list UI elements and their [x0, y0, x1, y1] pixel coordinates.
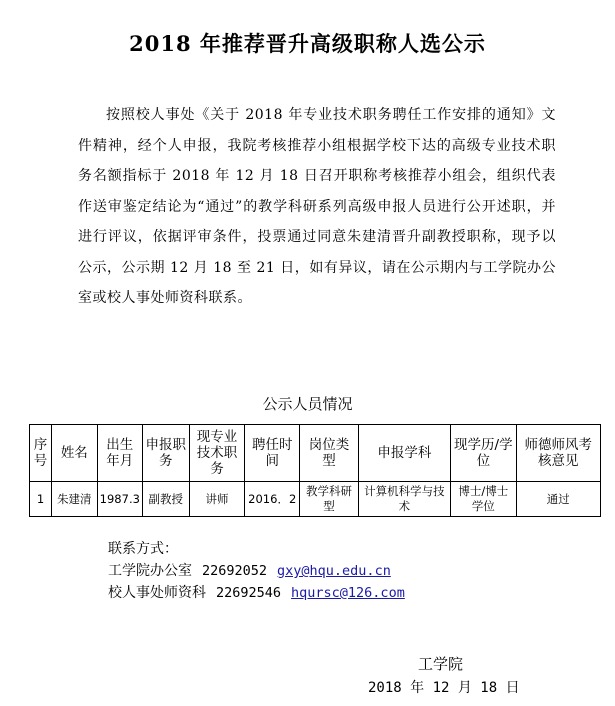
contact-phone: 22692052 [202, 563, 268, 579]
cell-name: 朱建清 [51, 482, 97, 517]
header-cell: 申报职务 [142, 425, 189, 482]
header-cell: 姓名 [51, 425, 97, 482]
signature-date: 2018 年 12 月 18 日 [368, 680, 520, 696]
cell-degree: 博士/博士学位 [451, 482, 517, 517]
cell-birth: 1987.3 [97, 482, 142, 517]
cell-applied-title: 副教授 [142, 482, 189, 517]
header-cell: 聘任时间 [245, 425, 300, 482]
header-cell: 现学历/学位 [451, 425, 517, 482]
cell-post-type: 教学科研型 [300, 482, 359, 517]
announcement-body: 按照校人事处《关于 2018 年专业技术职务聘任工作安排的通知》文件精神，经个人申报，我院考核推荐小组根据学校下达的高级专业技术职务名额指标于 2018 年 12 月 18 日召开职称考核推荐小组会，组织代表作送审鉴定结论为“通过”的教学科研系列高级申报人员进行公开述职，并进行评议，依据评审条件，投票通过同意朱建清晋升副教授职称，现予以公示，公示期 12 月 18 至 21 日，如有异议，请在公示期内与工学院办公室或校人事处师资科联系。 [78, 107, 556, 306]
table-header-row [30, 425, 601, 482]
contact-label: 联系方式： [108, 541, 178, 557]
header-cell: 序号 [30, 425, 52, 482]
header-cell: 申报学科 [358, 425, 450, 482]
cell-appointment-date: 2016．2 [245, 482, 300, 517]
contact-email-link[interactable]: gxy@hqu.edu.cn [277, 563, 391, 579]
contact-name: 校人事处师资科 [108, 585, 206, 601]
document-title: 2018 年推荐晋升高级职称人选公示 [129, 31, 486, 56]
contact-phone: 22692546 [216, 585, 282, 601]
contact-name: 工学院办公室 [108, 563, 192, 579]
table-title: 公示人员情况 [262, 395, 353, 413]
header-cell: 出生年月 [97, 425, 142, 482]
cell-index: 1 [30, 482, 52, 517]
signature-org: 工学院 [418, 655, 464, 673]
cell-ethics-opinion: 通过 [516, 482, 600, 517]
header-cell: 师德师风考核意见 [516, 425, 600, 482]
contact-entry [108, 582, 405, 604]
candidate-table [29, 424, 601, 517]
header-cell: 岗位类型 [300, 425, 359, 482]
cell-discipline: 计算机科学与技术 [358, 482, 450, 517]
header-cell: 现专业技术职务 [189, 425, 245, 482]
contact-email-link[interactable]: hqursc@126.com [291, 585, 405, 601]
cell-current-title: 讲师 [189, 482, 245, 517]
contact-entry [108, 560, 405, 582]
table-row [30, 482, 601, 517]
contact-section [108, 538, 405, 604]
